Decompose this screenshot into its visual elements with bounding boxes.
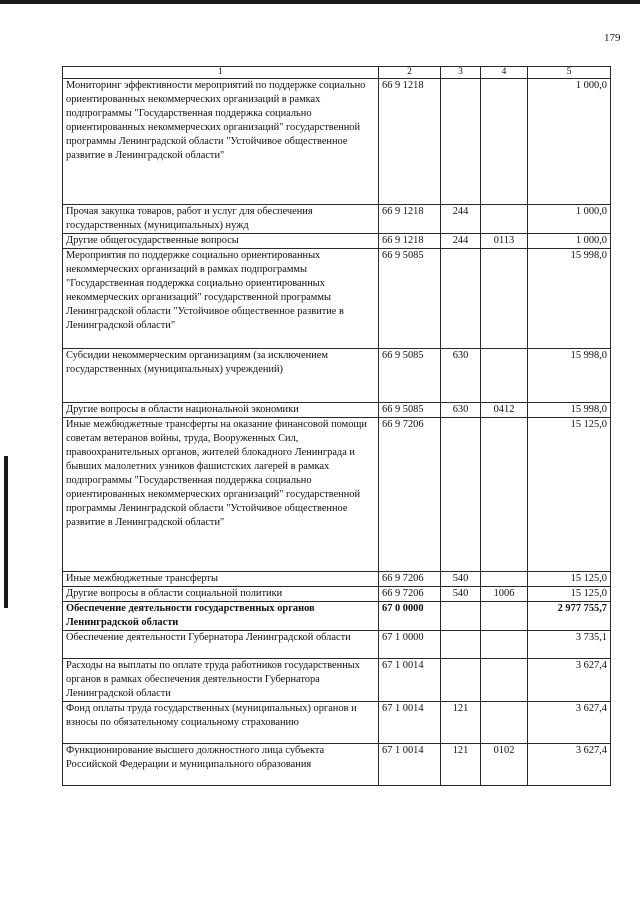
header-row xyxy=(63,67,611,79)
cell-target-code: 67 1 0014 xyxy=(379,744,441,786)
scan-margin-mark xyxy=(4,456,8,608)
cell-target-code: 67 1 0000 xyxy=(379,631,441,659)
table-row xyxy=(63,572,611,587)
cell-section-code xyxy=(481,702,528,744)
top-border-bar xyxy=(0,0,640,4)
header-col-1: 1 xyxy=(63,67,379,79)
cell-expense-type: 121 xyxy=(441,744,481,786)
table-row xyxy=(63,602,611,631)
cell-expense-type: 540 xyxy=(441,572,481,587)
cell-target-code: 66 9 7206 xyxy=(379,572,441,587)
table-row xyxy=(63,349,611,403)
cell-target-code: 66 9 1218 xyxy=(379,234,441,249)
cell-amount: 15 998,0 xyxy=(528,249,611,349)
cell-expense-type xyxy=(441,659,481,702)
cell-amount: 1 000,0 xyxy=(528,205,611,234)
cell-amount: 15 998,0 xyxy=(528,349,611,403)
cell-section-code xyxy=(481,631,528,659)
cell-target-code: 66 9 5085 xyxy=(379,349,441,403)
cell-expense-type: 244 xyxy=(441,234,481,249)
table-row xyxy=(63,631,611,659)
cell-target-code: 67 0 0000 xyxy=(379,602,441,631)
table-row xyxy=(63,587,611,602)
cell-name: Мероприятия по поддержке социально ориентированных некоммерческих организаций в рамках подпрограммы "Государственная поддержка социально ориентированных некоммерческих организаций" государственной программы Ленинградской области "Устойчивое общественное развитие в Ленинградской области" xyxy=(63,249,379,349)
cell-expense-type: 630 xyxy=(441,349,481,403)
table-row xyxy=(63,659,611,702)
cell-target-code: 67 1 0014 xyxy=(379,702,441,744)
cell-target-code: 66 9 1218 xyxy=(379,205,441,234)
cell-amount: 1 000,0 xyxy=(528,234,611,249)
cell-section-code xyxy=(481,572,528,587)
cell-target-code: 66 9 1218 xyxy=(379,79,441,205)
cell-name: Прочая закупка товаров, работ и услуг для обеспечения государственных (муниципальных) нужд xyxy=(63,205,379,234)
table-row xyxy=(63,234,611,249)
cell-amount: 3 627,4 xyxy=(528,744,611,786)
cell-name: Расходы на выплаты по оплате труда работников государственных органов в рамках обеспечения деятельности Губернатора Ленинградской области xyxy=(63,659,379,702)
cell-amount: 1 000,0 xyxy=(528,79,611,205)
cell-amount: 15 125,0 xyxy=(528,587,611,602)
cell-amount: 15 998,0 xyxy=(528,403,611,418)
cell-section-code xyxy=(481,79,528,205)
header-col-3: 3 xyxy=(441,67,481,79)
cell-expense-type: 540 xyxy=(441,587,481,602)
cell-section-code xyxy=(481,249,528,349)
table-row xyxy=(63,79,611,205)
cell-expense-type xyxy=(441,602,481,631)
table-row xyxy=(63,744,611,786)
table-row xyxy=(63,702,611,744)
cell-expense-type: 244 xyxy=(441,205,481,234)
cell-name: Другие общегосударственные вопросы xyxy=(63,234,379,249)
cell-name: Иные межбюджетные трансферты на оказание финансовой помощи советам ветеранов войны, труда, Вооруженных Сил, правоохранительных органов, жителей блокадного Ленинграда и бывших малолетних узников фашистских лагерей в рамках подпрограммы "Государственная поддержка социально ориентированных некоммерческих организаций" государственной программы Ленинградской области "Устойчивое общественное развитие в Ленинградской области" xyxy=(63,418,379,572)
table-row xyxy=(63,403,611,418)
cell-name: Субсидии некоммерческим организациям (за исключением государственных (муниципальных) учреждений) xyxy=(63,349,379,403)
cell-name: Функционирование высшего должностного лица субъекта Российской Федерации и муниципального образования xyxy=(63,744,379,786)
cell-section-code xyxy=(481,418,528,572)
cell-target-code: 66 9 7206 xyxy=(379,418,441,572)
cell-target-code: 66 9 5085 xyxy=(379,403,441,418)
cell-target-code: 66 9 5085 xyxy=(379,249,441,349)
header-col-5: 5 xyxy=(528,67,611,79)
cell-amount: 3 735,1 xyxy=(528,631,611,659)
cell-name: Обеспечение деятельности Губернатора Ленинградской области xyxy=(63,631,379,659)
cell-target-code: 67 1 0014 xyxy=(379,659,441,702)
budget-table xyxy=(62,66,611,786)
cell-name: Фонд оплаты труда государственных (муниципальных) органов и взносы по обязательному социальному страхованию xyxy=(63,702,379,744)
header-col-2: 2 xyxy=(379,67,441,79)
cell-expense-type: 630 xyxy=(441,403,481,418)
table-row xyxy=(63,418,611,572)
cell-amount: 3 627,4 xyxy=(528,659,611,702)
cell-name: Другие вопросы в области социальной политики xyxy=(63,587,379,602)
cell-section-code xyxy=(481,659,528,702)
cell-expense-type xyxy=(441,631,481,659)
cell-target-code: 66 9 7206 xyxy=(379,587,441,602)
cell-name: Обеспечение деятельности государственных органов Ленинградской области xyxy=(63,602,379,631)
cell-expense-type xyxy=(441,418,481,572)
page-number: 179 xyxy=(604,32,621,44)
cell-section-code xyxy=(481,349,528,403)
header-col-4: 4 xyxy=(481,67,528,79)
cell-name: Мониторинг эффективности мероприятий по поддержке социально ориентированных некоммерческих организаций в рамках подпрограммы "Государственная поддержка социально ориентированных некоммерческих организаций" государственной программы Ленинградской области "Устойчивое общественное развитие в Ленинградской области" xyxy=(63,79,379,205)
cell-amount: 15 125,0 xyxy=(528,418,611,572)
cell-expense-type xyxy=(441,79,481,205)
cell-amount: 2 977 755,7 xyxy=(528,602,611,631)
cell-section-code: 0412 xyxy=(481,403,528,418)
cell-section-code: 1006 xyxy=(481,587,528,602)
cell-name: Другие вопросы в области национальной экономики xyxy=(63,403,379,418)
cell-amount: 3 627,4 xyxy=(528,702,611,744)
cell-expense-type: 121 xyxy=(441,702,481,744)
table-row xyxy=(63,205,611,234)
cell-section-code xyxy=(481,602,528,631)
cell-section-code xyxy=(481,205,528,234)
cell-amount: 15 125,0 xyxy=(528,572,611,587)
cell-expense-type xyxy=(441,249,481,349)
table-row xyxy=(63,249,611,349)
cell-name: Иные межбюджетные трансферты xyxy=(63,572,379,587)
cell-section-code: 0113 xyxy=(481,234,528,249)
cell-section-code: 0102 xyxy=(481,744,528,786)
